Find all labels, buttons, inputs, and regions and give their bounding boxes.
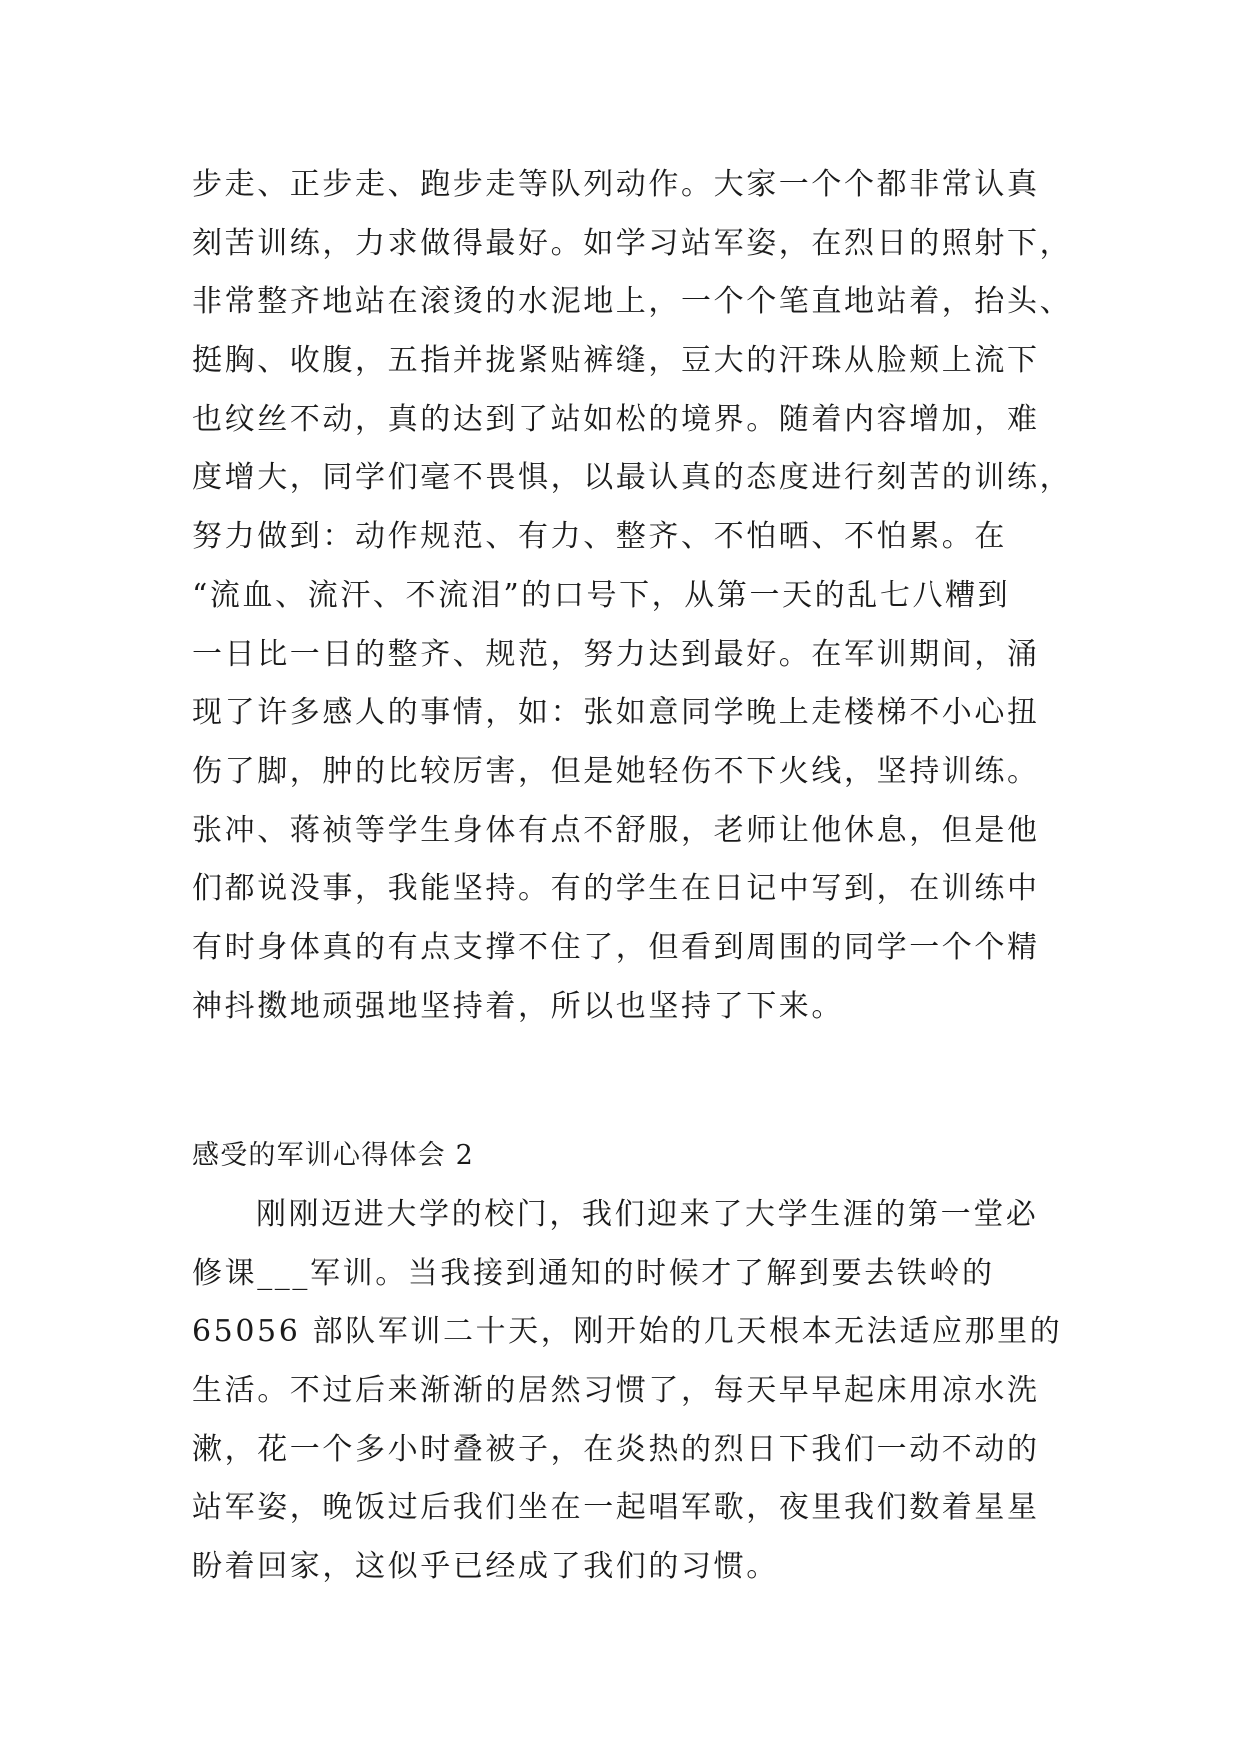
text-line: 也纹丝不动，真的达到了站如松的境界。随着内容增加，难 [192, 401, 1040, 437]
text-line: 伤了脚，肿的比较厉害，但是她轻伤不下火线，坚持训练。 [192, 753, 1040, 789]
text-line: 一日比一日的整齐、规范，努力达到最好。在军训期间，涌 [192, 636, 1040, 672]
text-line: 非常整齐地站在滚烫的水泥地上，一个个笔直地站着，抬头、 [192, 284, 1073, 320]
text-line: 神抖擞地顽强地坚持着，所以也坚持了下来。 [192, 988, 844, 1024]
section-b-body [192, 1186, 1072, 1597]
text-line: 修课___军训。当我接到通知的时候才了解到要去铁岭的 [192, 1255, 995, 1291]
text-line: 65056 部队军训二十天，刚开始的几天根本无法适应那里的 [192, 1314, 1063, 1350]
text-line: 刚刚迈进大学的校门，我们迎来了大学生涯的第一堂必 [256, 1197, 1039, 1232]
text-line: “流血、流汗、不流泪”的口号下，从第一天的乱七八糟到 [192, 577, 1011, 613]
text-line: 现了许多感人的事情，如：张如意同学晚上走楼梯不小心扭 [192, 695, 1040, 731]
text-line: 生活。不过后来渐渐的居然习惯了，每天早早起床用凉水洗 [192, 1373, 1040, 1409]
text-line: 努力做到：动作规范、有力、整齐、不怕晒、不怕累。在 [192, 519, 1007, 555]
text-line: 步走、正步走、跑步走等队列动作。大家一个个都非常认真 [192, 167, 1040, 202]
text-line: 们都说没事，我能坚持。有的学生在日记中写到，在训练中 [192, 871, 1040, 907]
text-line: 张冲、蒋祯等学生身体有点不舒服，老师让他休息，但是他 [192, 812, 1040, 848]
text-line: 有时身体真的有点支撑不住了，但看到周围的同学一个个精 [192, 929, 1040, 965]
text-line: 度增大，同学们毫不畏惧，以最认真的态度进行刻苦的训练， [192, 460, 1073, 496]
section-heading: 感受的军训心得体会 2 [192, 1140, 474, 1171]
text-line: 刻苦训练，力求做得最好。如学习站军姿，在烈日的照射下， [192, 225, 1073, 261]
text-line: 站军姿，晚饭过后我们坐在一起唱军歌，夜里我们数着星星 [192, 1490, 1040, 1526]
text-line: 漱，花一个多小时叠被子，在炎热的烈日下我们一动不动的 [192, 1431, 1040, 1467]
section-a-body [192, 156, 1072, 1036]
text-line: 盼着回家，这似乎已经成了我们的习惯。 [192, 1549, 779, 1585]
text-line: 挺胸、收腹，五指并拢紧贴裤缝，豆大的汗珠从脸颊上流下 [192, 343, 1040, 379]
